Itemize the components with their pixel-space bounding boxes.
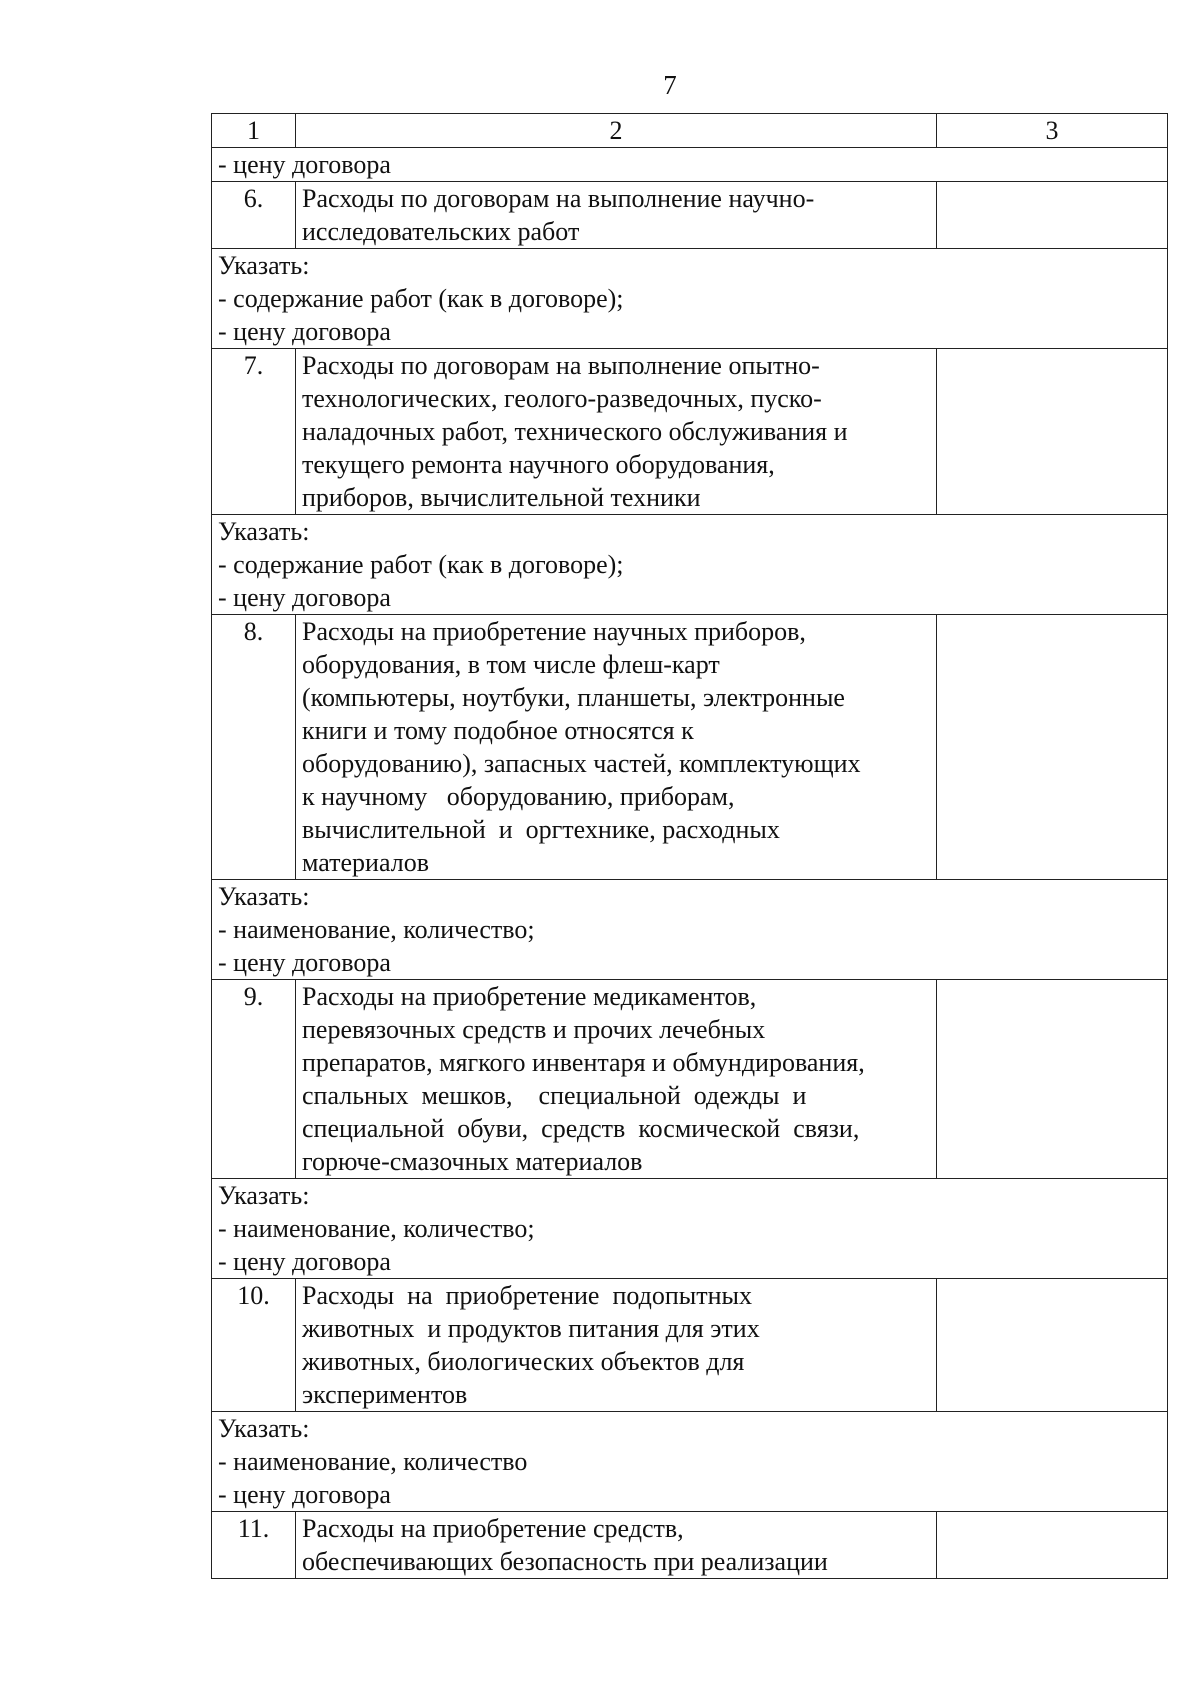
row-description [296, 1512, 937, 1579]
description-line: экспериментов [302, 1380, 468, 1409]
expense-table-body [212, 114, 1168, 1579]
description-line: Расходы на приобретение медикаментов, [302, 982, 757, 1011]
description-line: материалов [302, 848, 429, 877]
instruction-note [212, 1179, 1168, 1279]
note-line: - цену договора [218, 948, 391, 977]
description-line: приборов, вычислительной техники [302, 483, 701, 512]
row-amount [937, 182, 1168, 249]
description-line: животных и продуктов питания для этих [302, 1314, 760, 1343]
instruction-note [212, 880, 1168, 980]
description-line: вычислительной и оргтехнике, расходных [302, 815, 780, 844]
description-line: (компьютеры, ноутбуки, планшеты, электронные [302, 683, 845, 712]
note-line: - цену договора [218, 317, 391, 346]
row-amount [937, 615, 1168, 880]
description-line: оборудованию), запасных частей, комплектующих [302, 749, 861, 778]
note-line: - наименование, количество; [218, 1214, 535, 1243]
row-number: 7. [212, 349, 296, 515]
row-number: 10. [212, 1279, 296, 1412]
row-amount [937, 980, 1168, 1179]
instruction-note [212, 515, 1168, 615]
header-row [212, 114, 1168, 148]
note-line: Указать: [218, 1414, 310, 1443]
note-line: Указать: [218, 1181, 310, 1210]
row-description [296, 182, 937, 249]
row-amount [937, 1279, 1168, 1412]
instruction-note-row [212, 1179, 1168, 1279]
instruction-note-row [212, 249, 1168, 349]
instruction-note-row [212, 1412, 1168, 1512]
expense-row [212, 615, 1168, 880]
note-line: - содержание работ (как в договоре); [218, 284, 624, 313]
description-line: Расходы по договорам на выполнение опытно- [302, 351, 820, 380]
description-line: наладочных работ, технического обслуживания и [302, 417, 848, 446]
header-col-3: 3 [937, 114, 1168, 148]
description-line: обеспечивающих безопасность при реализации [302, 1547, 828, 1576]
row-description [296, 980, 937, 1179]
expense-row [212, 349, 1168, 515]
description-line: книги и тому подобное относятся к [302, 716, 694, 745]
row-amount [937, 1512, 1168, 1579]
expense-table [211, 113, 1168, 1579]
description-line: оборудования, в том числе флеш-карт [302, 650, 720, 679]
note-line: - наименование, количество [218, 1447, 528, 1476]
expense-row [212, 1279, 1168, 1412]
row-number: 11. [212, 1512, 296, 1579]
description-line: перевязочных средств и прочих лечебных [302, 1015, 766, 1044]
expense-row [212, 1512, 1168, 1579]
description-line: спальных мешков, специальной одежды и [302, 1081, 807, 1110]
description-line: текущего ремонта научного оборудования, [302, 450, 775, 479]
row-number: 8. [212, 615, 296, 880]
row-description [296, 349, 937, 515]
description-line: препаратов, мягкого инвентаря и обмундирования, [302, 1048, 865, 1077]
note-line: - содержание работ (как в договоре); [218, 550, 624, 579]
description-line: к научному оборудованию, приборам, [302, 782, 735, 811]
page-number: 7 [663, 70, 677, 100]
description-line: Расходы на приобретение подопытных [302, 1281, 752, 1310]
row-number: 6. [212, 182, 296, 249]
note-line: - цену договора [218, 1247, 391, 1276]
instruction-note-row [212, 515, 1168, 615]
continuation-note [212, 148, 1168, 182]
header-col-2: 2 [296, 114, 937, 148]
description-line: животных, биологических объектов для [302, 1347, 745, 1376]
description-line: исследовательских работ [302, 217, 580, 246]
description-line: Расходы на приобретение средств, [302, 1514, 684, 1543]
description-line: специальной обуви, средств космической связи, [302, 1114, 860, 1143]
description-line: технологических, геолого-разведочных, пуско- [302, 384, 822, 413]
description-line: Расходы на приобретение научных приборов, [302, 617, 806, 646]
note-line: - цену договора [218, 1480, 391, 1509]
header-col-1: 1 [212, 114, 296, 148]
description-line: горюче-смазочных материалов [302, 1147, 643, 1176]
expense-row [212, 182, 1168, 249]
note-line: - наименование, количество; [218, 915, 535, 944]
note-line: Указать: [218, 517, 310, 546]
row-description [296, 615, 937, 880]
row-number: 9. [212, 980, 296, 1179]
note-line: Указать: [218, 882, 310, 911]
continuation-note-row [212, 148, 1168, 182]
row-amount [937, 349, 1168, 515]
note-line: - цену договора [218, 583, 391, 612]
instruction-note-row [212, 880, 1168, 980]
note-line: - цену договора [218, 150, 391, 179]
note-line: Указать: [218, 251, 310, 280]
row-description [296, 1279, 937, 1412]
instruction-note [212, 249, 1168, 349]
description-line: Расходы по договорам на выполнение научно- [302, 184, 815, 213]
instruction-note [212, 1412, 1168, 1512]
expense-row [212, 980, 1168, 1179]
